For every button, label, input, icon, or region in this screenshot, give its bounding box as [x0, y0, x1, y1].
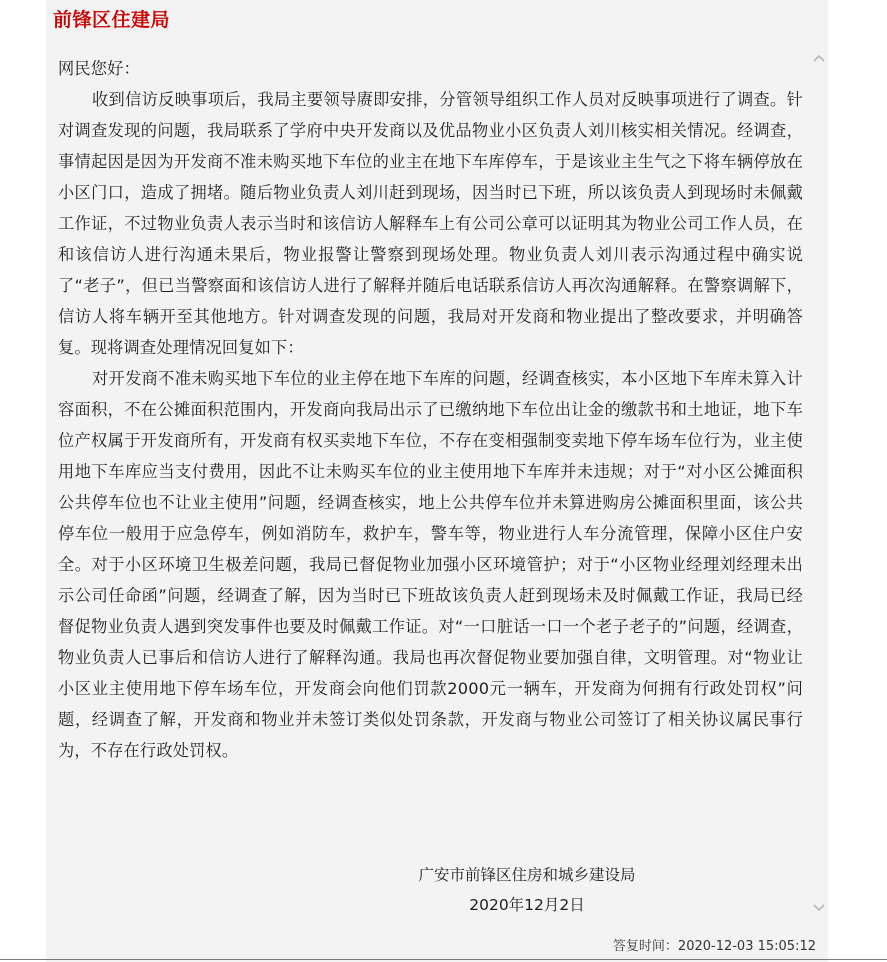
signature: 广安市前锋区住房和城乡建设局 [418, 866, 636, 884]
signature-block [387, 860, 667, 920]
greeting: 网民您好： [58, 59, 140, 78]
chevron-up-icon[interactable] [812, 52, 826, 66]
bottom-divider [0, 959, 887, 960]
reply-time: 答复时间：2020-12-03 15:05:12 [612, 939, 816, 954]
reply-paragraph-2: 对开发商不准未购买地下车位的业主停在地下车库的问题，经调查核实，本小区地下车库未算入计容面积，不在公摊面积范围内，开发商向我局出示了已缴纳地下车位出让金的缴款书和土地证，地下车位产权属于开发商所有，开发商有权买卖地下车位，不存在变相强制变卖地下停车场车位行为，业主使用地下车库应当支付费用，因此不让未购买车位的业主使用地下车库并未违规；对于“对小区公摊面积公共停车位也不让业主使用”问题，经调查核实，地上公共停车位并未算进购房公摊面积里面，该公共停车位一般用于应急停车，例如消防车，救护车，警车等，物业进行人车分流管理，保障小区住户安全。对于小区环境卫生极差问题，我局已督促物业加强小区环境管护；对于“小区物业经理刘经理未出示公司任命函”问题，经调查了解，因为当时已下班故该负责人赶到现场未及时佩戴工作证，我局已经督促物业负责人遇到突发事件也要及时佩戴工作证。对“一口脏话一口一个老子老子的”问题，经调查，物业负责人已事后和信访人进行了解释沟通。我局也再次督促物业要加强自律，文明管理。对“物业让小区业主使用地下停车场车位，开发商会向他们罚款2000元一辆车，开发商为何拥有行政处罚权”问题，经调查了解，开发商和物业并未签订类似处罚条款，开发商与物业公司签订了相关协议属民事行为，不存在行政处罚权。 [58, 369, 803, 760]
reply-date: 2020年12月2日 [469, 896, 585, 914]
reply-content [58, 53, 803, 766]
reply-paragraph-1: 收到信访反映事项后，我局主要领导赓即安排，分管领导组织工作人员对反映事项进行了调查。针对调查发现的问题，我局联系了学府中央开发商以及优品物业小区负责人刘川核实相关情况。经调查，事情起因是因为开发商不准未购买地下车位的业主在地下车库停车，于是该业主生气之下将车辆停放在小区门口，造成了拥堵。随后物业负责人刘川赶到现场，因当时已下班，所以该负责人到现场时未佩戴工作证，不过物业负责人表示当时和该信访人解释车上有公司公章可以证明其为物业公司工作人员，在和该信访人进行沟通未果后，物业报警让警察到现场处理。物业负责人刘川表示沟通过程中确实说了“老子”，但已当警察面和该信访人进行了解释并随后电话联系信访人再次沟通解释。在警察调解下，信访人将车辆开至其他地方。针对调查发现的问题，我局对开发商和物业提出了整改要求，并明确答复。现将调查处理情况回复如下： [58, 90, 803, 357]
scrollbar[interactable] [810, 52, 828, 914]
chevron-down-icon[interactable] [812, 900, 826, 914]
department-title: 前锋区住建局 [53, 9, 171, 31]
